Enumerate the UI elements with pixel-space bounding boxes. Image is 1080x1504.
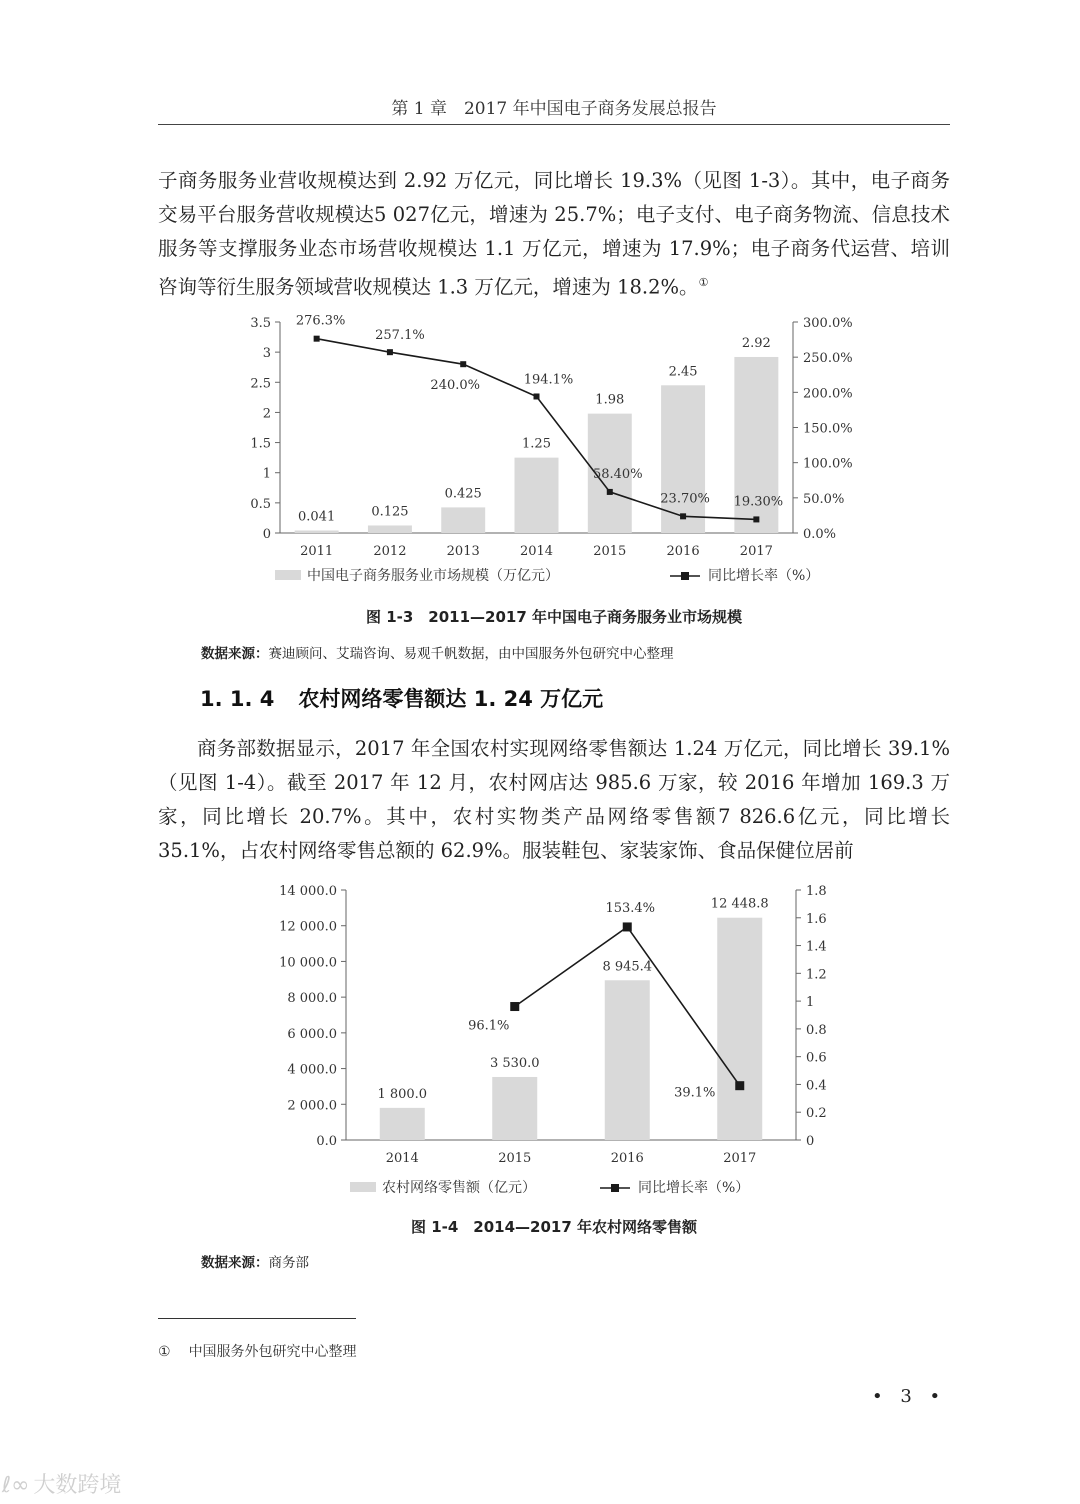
bar	[492, 1077, 537, 1140]
y-right-tick-label: 1.6	[806, 911, 827, 927]
growth-rate-point	[314, 336, 320, 342]
bar-value-label: 12 448.8	[710, 896, 769, 912]
legend-swatch-bar	[275, 570, 301, 580]
source-label: 数据来源：	[201, 646, 269, 662]
bar	[368, 525, 412, 533]
growth-rate-point	[460, 361, 466, 367]
x-tick-label: 2014	[519, 544, 554, 559]
y-right-tick-label: 50.0%	[803, 491, 845, 507]
y-right-tick-label: 0	[806, 1134, 815, 1149]
y-left-tick-label: 3.5	[250, 316, 271, 331]
growth-rate-point	[735, 1081, 744, 1090]
growth-rate-point	[607, 489, 613, 495]
section-title: 农村网络零售额达 1. 24 万亿元	[298, 687, 604, 711]
bar-value-label: 1.25	[522, 436, 551, 452]
y-left-tick-label: 0.0	[316, 1134, 337, 1149]
y-left-tick-label: 0.5	[250, 496, 271, 512]
bar-value-label: 3 530.0	[489, 1055, 540, 1071]
y-left-tick-label: 8 000.0	[287, 991, 337, 1007]
y-left-tick-label: 2 000.0	[287, 1098, 337, 1114]
legend-label-bar: 中国电子商务服务业市场规模（万亿元）	[307, 568, 559, 584]
x-tick-label: 2017	[723, 1151, 757, 1166]
growth-rate-label: 96.1%	[468, 1018, 510, 1034]
bar	[515, 458, 559, 533]
y-left-tick-label: 4 000.0	[287, 1062, 337, 1078]
bar	[605, 980, 650, 1140]
y-right-tick-label: 0.8	[806, 1022, 827, 1038]
y-right-tick-label: 0.0%	[803, 527, 837, 542]
y-right-tick-label: 1.2	[806, 967, 827, 983]
y-left-tick-label: 2.5	[250, 376, 271, 392]
running-header: 第 1 章 2017 年中国电子商务发展总报告	[391, 99, 717, 119]
legend-label-line: 同比增长率（%）	[708, 568, 820, 584]
footnote	[158, 1341, 357, 1361]
growth-rate-point	[387, 349, 393, 355]
y-left-tick-label: 14 000.0	[279, 884, 337, 899]
paragraph-text: 商务部数据显示，2017 年全国农村实现网络零售额达 1.24 万亿元，同比增长 39.1%（见图 1-4）。截至 2017 年 12 月，农村网店达 985.6 万家，较 2016 年增加 169.3 万家，同比增长 20.7%。其中，农村实物类产品网络零售额7 826.6亿元，同比增长 35.1%，占农村网络零售总额的 62.9%。服装鞋包、家装家饰、食品保健位居前	[158, 737, 950, 862]
legend-label-bar: 农村网络零售额（亿元）	[382, 1180, 536, 1196]
x-tick-label: 2016	[666, 544, 700, 559]
y-right-tick-label: 0.2	[806, 1106, 827, 1122]
x-tick-label: 2015	[498, 1151, 532, 1166]
bar	[717, 918, 762, 1140]
watermark-logo-icon: ℓ∞	[2, 1473, 30, 1498]
growth-rate-label: 276.3%	[295, 313, 346, 329]
y-left-tick-label: 1.5	[250, 436, 271, 452]
section-heading	[200, 683, 603, 713]
chart-2	[270, 878, 850, 1212]
legend-swatch-marker	[681, 572, 689, 580]
growth-rate-label: 23.70%	[660, 491, 710, 507]
source-label: 数据来源：	[201, 1255, 269, 1271]
bar-value-label: 0.125	[371, 504, 409, 520]
growth-rate-label: 194.1%	[523, 372, 574, 388]
y-left-tick-label: 2	[262, 406, 271, 422]
y-left-tick-label: 3	[262, 346, 271, 362]
footnote-rule	[158, 1318, 356, 1319]
growth-rate-point	[623, 922, 632, 931]
y-left-tick-label: 12 000.0	[279, 919, 337, 935]
y-right-tick-label: 0.6	[806, 1050, 827, 1066]
bar-value-label: 2.92	[741, 335, 771, 351]
footnote-text: 中国服务外包研究中心整理	[188, 1344, 357, 1360]
bar-value-label: 0.425	[444, 486, 482, 502]
y-right-tick-label: 0.4	[806, 1078, 827, 1094]
growth-rate-label: 240.0%	[430, 378, 481, 394]
watermark-text: 大数跨境	[33, 1473, 122, 1498]
x-tick-label: 2016	[610, 1151, 644, 1166]
data-source-1	[201, 642, 674, 662]
growth-rate-point	[680, 513, 686, 519]
y-left-tick-label: 10 000.0	[279, 955, 337, 971]
x-tick-label: 2011	[300, 544, 334, 559]
x-tick-label: 2012	[373, 544, 407, 559]
bar-value-label: 2.45	[668, 364, 698, 380]
growth-rate-label: 39.1%	[674, 1085, 716, 1101]
bar	[380, 1108, 425, 1140]
y-right-tick-label: 1.4	[806, 939, 827, 955]
legend-swatch-bar	[350, 1182, 376, 1192]
page-number: • 3 •	[872, 1386, 947, 1407]
y-left-tick-label: 1	[262, 466, 271, 482]
legend-swatch-marker	[611, 1184, 619, 1192]
figure-caption-1: 图 1-3 2011—2017 年中国电子商务服务业市场规模	[365, 608, 743, 626]
footnote-reference[interactable]: ①	[698, 276, 709, 289]
bar-value-label: 1 800.0	[377, 1086, 428, 1102]
chart-1-svg	[230, 310, 880, 595]
y-right-tick-label: 1	[806, 995, 815, 1011]
y-right-tick-label: 200.0%	[803, 386, 853, 402]
y-left-tick-label: 0	[262, 527, 271, 542]
figure-caption-2: 图 1-4 2014—2017 年农村网络零售额	[410, 1218, 698, 1236]
y-right-tick-label: 150.0%	[803, 421, 853, 437]
y-right-tick-label: 1.8	[806, 884, 827, 899]
x-tick-label: 2015	[593, 544, 627, 559]
growth-rate-label: 153.4%	[605, 900, 656, 916]
growth-rate-label: 19.30%	[733, 494, 784, 510]
data-source-2	[201, 1251, 309, 1271]
chart-2-svg	[270, 878, 850, 1208]
y-right-tick-label: 100.0%	[803, 456, 853, 472]
legend-label-line: 同比增长率（%）	[638, 1180, 750, 1196]
body-paragraph	[158, 732, 950, 868]
section-number: 1. 1. 4	[200, 687, 275, 711]
growth-rate-label: 58.40%	[592, 466, 643, 482]
chart-1	[230, 310, 880, 599]
body-paragraph	[158, 164, 950, 305]
growth-rate-label: 257.1%	[375, 328, 425, 344]
bar	[295, 531, 339, 533]
x-tick-label: 2013	[446, 544, 480, 559]
growth-rate-point	[753, 516, 759, 522]
growth-rate-point	[510, 1002, 519, 1011]
header-rule	[158, 124, 950, 125]
watermark	[2, 1468, 121, 1499]
bar-value-label: 8 945.4	[602, 959, 653, 975]
growth-rate-point	[534, 393, 540, 399]
y-left-tick-label: 6 000.0	[287, 1026, 337, 1042]
x-tick-label: 2014	[385, 1151, 419, 1166]
source-text: 商务部	[268, 1255, 309, 1271]
source-text: 赛迪顾问、艾瑞咨询、易观千帆数据，由中国服务外包研究中心整理	[268, 646, 674, 662]
footnote-mark: ①	[158, 1344, 171, 1360]
bar	[441, 507, 485, 533]
y-right-tick-label: 300.0%	[803, 316, 853, 331]
bar-value-label: 1.98	[595, 392, 625, 408]
bar-value-label: 0.041	[298, 509, 336, 525]
paragraph-text: 子商务服务业营收规模达到 2.92 万亿元，同比增长 19.3%（见图 1-3）。其中，电子商务交易平台服务营收规模达5 027亿元，增速为 25.7%；电子支付、电子商务物流、信息技术服务等支撑服务业态市场营收规模达 1.1 万亿元，增速为 17.9%；电子商务代运营、培训咨询等衍生服务领域营收规模达 1.3 万亿元，增速为 18.2%。	[158, 169, 950, 299]
x-tick-label: 2017	[739, 544, 773, 559]
y-right-tick-label: 250.0%	[803, 351, 853, 367]
